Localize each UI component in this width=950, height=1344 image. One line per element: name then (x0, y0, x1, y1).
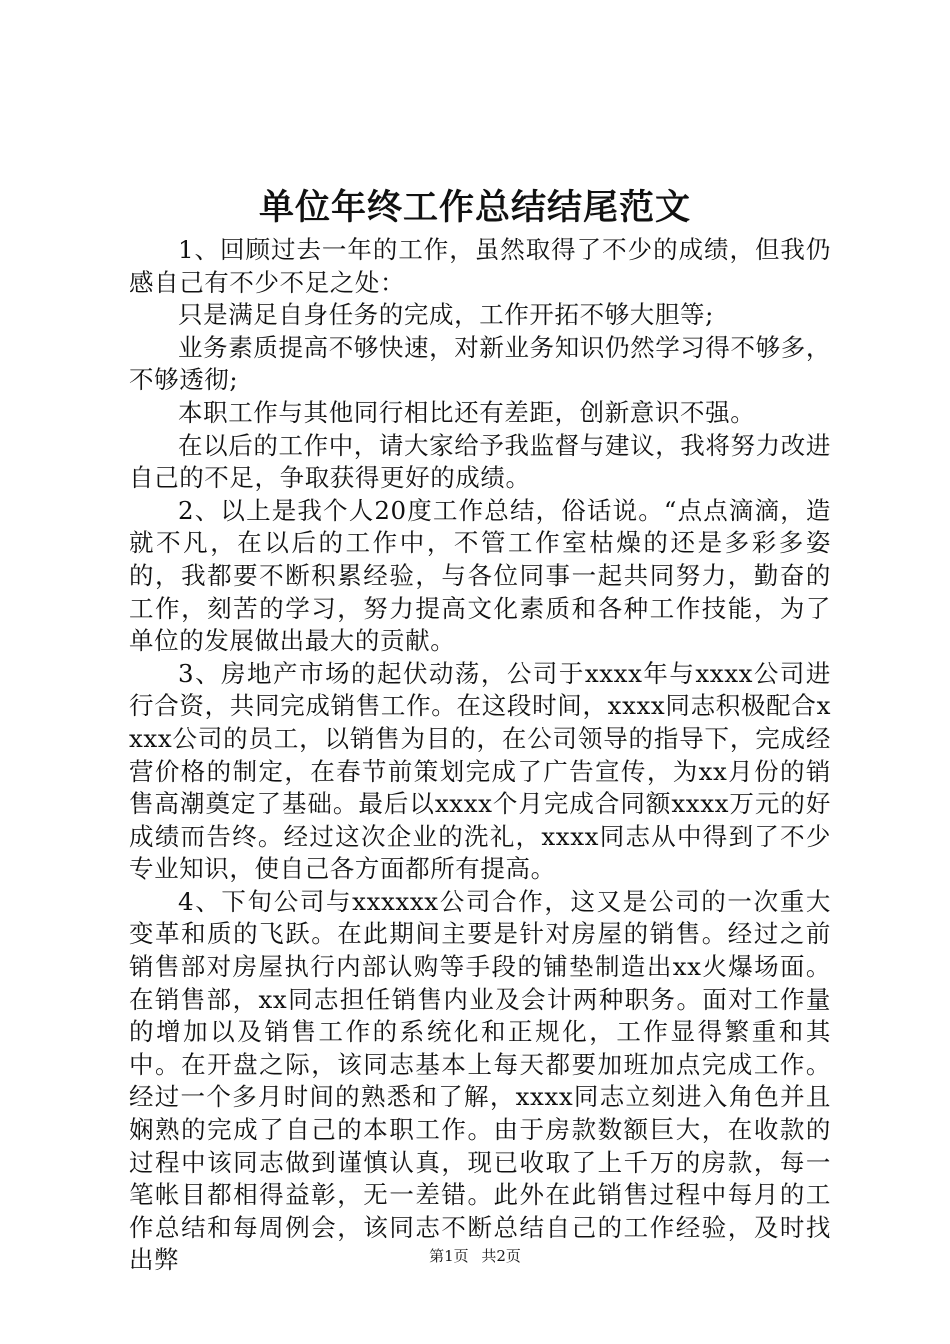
paragraph-2: 只是满足自身任务的完成，工作开拓不够大胆等; (178, 300, 714, 330)
paragraph-3: 业务素质提高不够快速，对新业务知识仍然学习得不够多，不够透彻; (129, 332, 831, 395)
paragraph-1: 1、回顾过去一年的工作，虽然取得了不少的成绩，但我仍感自己有不少不足之处： (129, 235, 831, 297)
page-number-current: 第1页 (429, 1247, 469, 1265)
document-title: 单位年终工作总结结尾范文 (258, 187, 691, 228)
paragraph-6: 2、以上是我个人20度工作总结，俗话说。“点点滴滴，造就不凡，在以后的工作中，不管工作室枯燥的还是多彩多姿的，我都要不断积累经验，与各位同事一起共同努力，勤奋的工作，刻苦的学习，努力提高文化素质和各种工作技能，为了单位的发展做出最大的贡献。 (129, 495, 831, 656)
paragraph-5: 在以后的工作中，请大家给予我监督与建议，我将努力改进自己的不足，争取获得更好的成绩。 (129, 430, 831, 493)
document-body (129, 234, 831, 1277)
page-number-total: 共2页 (481, 1247, 521, 1265)
paragraph-8: 4、下旬公司与xxxxxx公司合作，这又是公司的一次重大变革和质的飞跃。在此期间主要是针对房屋的销售。经过之前销售部对房屋执行内部认购等手段的铺垫制造出xx火爆场面。在销售部，xx同志担任销售内业及会计两种职务。面对工作量的增加以及销售工作的系统化和正规化，工作显得繁重和其中。在开盘之际，该同志基本上每天都要加班加点完成工作。经过一个多月时间的熟悉和了解，xxxx同志立刻进入角色并且娴熟的完成了自己的本职工作。由于房款数额巨大，在收款的过程中该同志做到谨慎认真，现已收取了上千万的房款，每一笔帐目都相得益彰，无一差错。此外在此销售过程中每月的工作总结和每周例会，该同志不断总结自己的工作经验，及时找出弊 (129, 886, 831, 1275)
page-footer (0, 1245, 950, 1267)
paragraph-4: 本职工作与其他同行相比还有差距，创新意识不强。 (178, 397, 756, 427)
paragraph-7: 3、房地产市场的起伏动荡，公司于xxxx年与xxxx公司进行合资，共同完成销售工作。在这段时间，xxxx同志积极配合xxxx公司的员工，以销售为目的，在公司领导的指导下，完成经营价格的制定，在春节前策划完成了广告宣传，为xx月份的销售高潮奠定了基础。最后以xxxx个月完成合同额xxxx万元的好成绩而告终。经过这次企业的洗礼，xxxx同志从中得到了不少专业知识，使自己各方面都所有提高。 (129, 658, 831, 884)
